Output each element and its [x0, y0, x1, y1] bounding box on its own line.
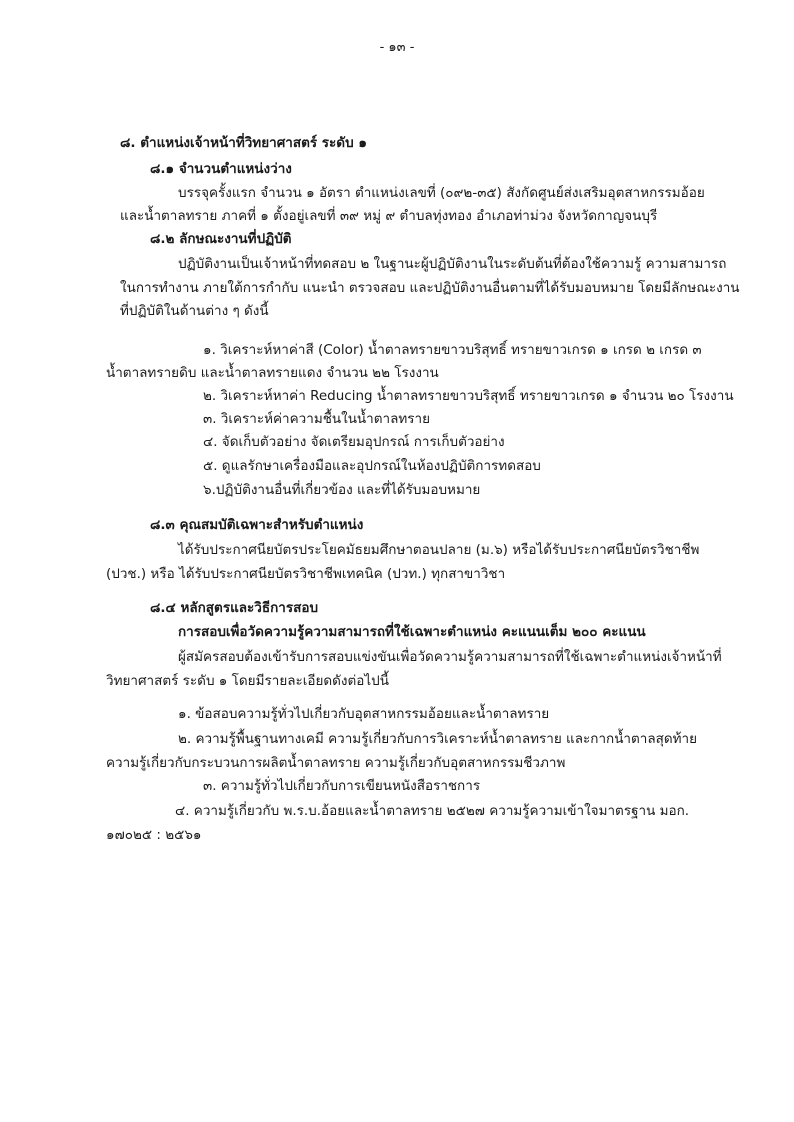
duties-intro-2: ในการทำงาน ภายใต้การกำกับ แนะนำ ตรวจสอบ และปฏิบัติงานอื่นตามที่ได้รับมอบหมาย โดยมีลักษณะงาน: [120, 280, 740, 296]
vacancy-heading: ๘.๑ จำนวนตำแหน่งว่าง: [150, 161, 292, 177]
exam-intro-2: วิทยาศาสตร์ ระดับ ๑ โดยมีรายละเอียดดังต่อไปนี้: [106, 673, 389, 689]
duty-item-5: ๕. ดูแลรักษาเครื่องมือและอุปกรณ์ในห้องปฏิบัติการทดสอบ: [203, 458, 541, 474]
duty-item-3: ๓. วิเคราะห์ค่าความชื้นในน้ำตาลทราย: [203, 411, 431, 427]
qualifications-line-1: ได้รับประกาศนียบัตรประโยคมัธยมศึกษาตอนปลาย (ม.๖) หรือได้รับประกาศนียบัตรวิชาชีพ: [178, 542, 700, 558]
vacancy-line-2: และน้ำตาลทราย ภาคที่ ๑ ตั้งอยู่เลขที่ ๓๙ หมู่ ๙ ตำบลทุ่งทอง อำเภอท่าม่วง จังหวัดกาญจนบุรี: [120, 208, 658, 224]
vacancy-line-1: บรรจุครั้งแรก จำนวน ๑ อัตรา ตำแหน่งเลขที่ (๐๙๒-๓๕) สังกัดศูนย์ส่งเสริมอุตสาหกรรมอ้อย: [178, 185, 705, 201]
exam-heading: ๘.๔ หลักสูตรและวิธีการสอบ: [150, 600, 319, 616]
duty-item-6: ๖.ปฏิบัติงานอื่นที่เกี่ยวข้อง และที่ได้รับมอบหมาย: [203, 482, 481, 498]
duties-intro-1: ปฏิบัติงานเป็นเจ้าหน้าที่ทดสอบ ๒ ในฐานะผู้ปฏิบัติงานในระดับต้นที่ต้องใช้ความรู้ ความสามารถ: [178, 256, 727, 272]
duties-heading: ๘.๒ ลักษณะงานที่ปฏิบัติ: [150, 231, 292, 247]
exam-item-1: ๑. ข้อสอบความรู้ทั่วไปเกี่ยวกับอุตสาหกรรมอ้อยและน้ำตาลทราย: [178, 706, 550, 722]
duty-item-1: ๑. วิเคราะห์หาค่าสี (Color) น้ำตาลทรายขาวบริสุทธิ์ ทรายขาวเกรด ๑ เกรด ๒ เกรด ๓: [203, 342, 702, 358]
exam-intro-1: ผู้สมัครสอบต้องเข้ารับการสอบแข่งขันเพื่อวัดความรู้ความสามารถที่ใช้เฉพาะตำแหน่งเจ้าหน้าที่: [178, 649, 722, 665]
duty-item-1-cont: น้ำตาลทรายดิบ และน้ำตาลทรายแดง จำนวน ๒๒ โรงงาน: [106, 365, 439, 381]
section-heading: ๘. ตำแหน่งเจ้าหน้าที่วิทยาศาสตร์ ระดับ ๑: [120, 135, 367, 151]
qualifications-heading: ๘.๓ คุณสมบัติเฉพาะสำหรับตำแหน่ง: [150, 517, 364, 533]
qualifications-line-2: (ปวช.) หรือ ได้รับประกาศนียบัตรวิชาชีพเทคนิค (ปวท.) ทุกสาขาวิชา: [106, 566, 506, 582]
duties-intro-3: ที่ปฏิบัติในด้านต่าง ๆ ดังนี้: [120, 303, 269, 319]
exam-item-2: ๒. ความรู้พื้นฐานทางเคมี ความรู้เกี่ยวกับการวิเคราะห์น้ำตาลทราย และกากน้ำตาลสุดท้าย: [178, 731, 698, 747]
duty-item-4: ๔. จัดเก็บตัวอย่าง จัดเตรียมอุปกรณ์ การเก็บตัวอย่าง: [203, 434, 505, 450]
duty-item-2: ๒. วิเคราะห์หาค่า Reducing น้ำตาลทรายขาวบริสุทธิ์ ทรายขาวเกรด ๑ จำนวน ๒๐ โรงงาน: [203, 388, 734, 404]
exam-item-3: ๓. ความรู้ทั่วไปเกี่ยวกับการเขียนหนังสือราชการ: [203, 778, 481, 794]
exam-item-4: ๔. ความรู้เกี่ยวกับ พ.ร.บ.อ้อยและน้ำตาลทราย ๒๕๒๗ ความรู้ความเข้าใจมาตรฐาน มอก.: [175, 803, 690, 819]
exam-item-2-cont: ความรู้เกี่ยวกับกระบวนการผลิตน้ำตาลทราย ความรู้เกี่ยวกับอุตสาหกรรมชีวภาพ: [106, 755, 566, 771]
exam-subheading: การสอบเพื่อวัดความรู้ความสามารถที่ใช้เฉพาะตำแหน่ง คะแนนเต็ม ๒๐๐ คะแนน: [178, 624, 646, 640]
page-number: - ๑๓ -: [379, 40, 415, 55]
exam-item-4-cont: ๑๗๐๒๕ : ๒๕๖๑: [106, 827, 202, 843]
